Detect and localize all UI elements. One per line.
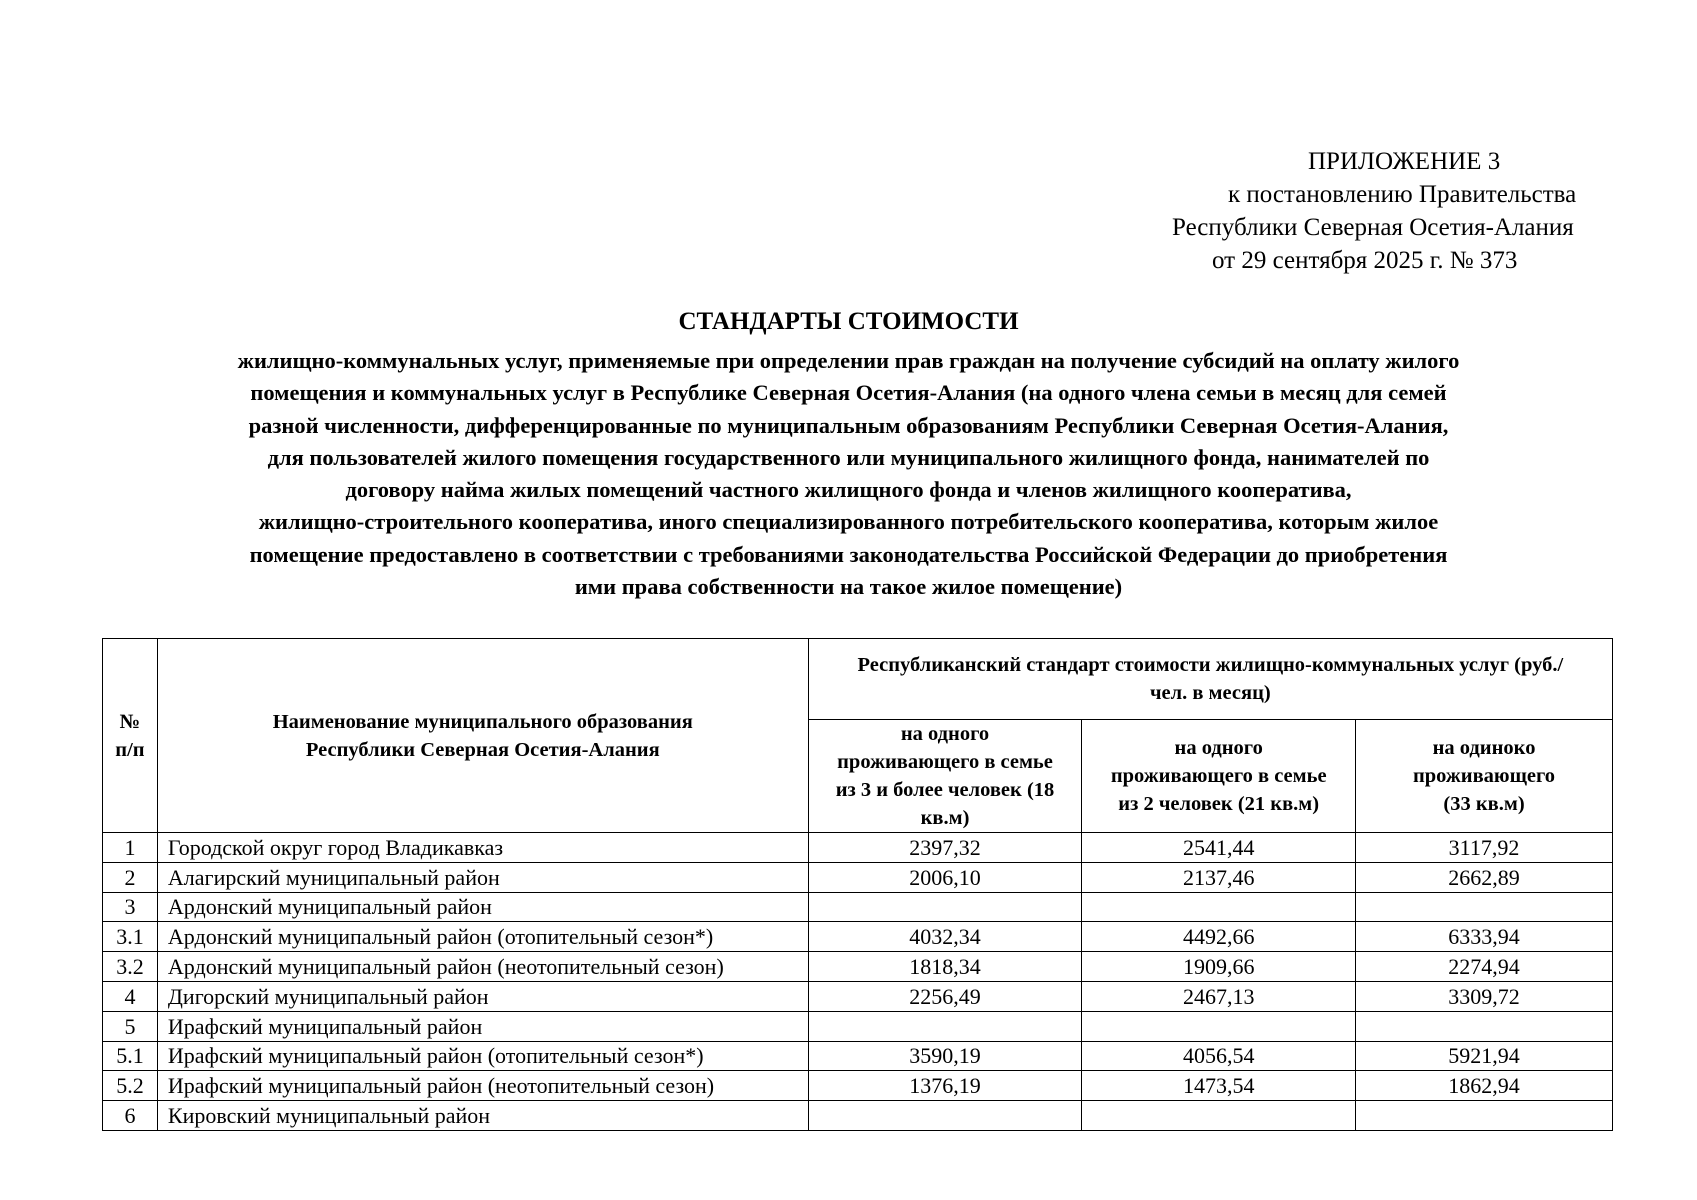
header-family-2: на одного проживающего в семье из 2 человек (21 кв.м)	[1082, 720, 1356, 833]
value-family-2: 4492,66	[1082, 922, 1356, 952]
subtitle-line: помещения и коммунальных услуг в Республике Северная Осетия-Алания (на одного члена семьи в месяц для семей	[250, 380, 1447, 406]
header-municipality: Наименование муниципального образования Республики Северная Осетия-Алания	[157, 639, 808, 833]
value-family-2	[1082, 1011, 1356, 1041]
value-family-3plus	[808, 1101, 1082, 1131]
table-row	[103, 1041, 1613, 1071]
row-municipality: Кировский муниципальный район	[157, 1101, 808, 1131]
value-family-2: 1909,66	[1082, 952, 1356, 982]
value-single: 3117,92	[1356, 833, 1613, 863]
row-municipality: Ардонский муниципальный район (отопительный сезон*)	[157, 922, 808, 952]
value-family-2: 4056,54	[1082, 1041, 1356, 1071]
value-family-3plus: 1376,19	[808, 1071, 1082, 1101]
table-row	[103, 1071, 1613, 1101]
value-family-3plus: 2256,49	[808, 981, 1082, 1011]
row-municipality: Ардонский муниципальный район (неотопительный сезон)	[157, 952, 808, 982]
value-family-3plus: 2397,32	[808, 833, 1082, 863]
document-title: СТАНДАРТЫ СТОИМОСТИ	[678, 308, 1019, 335]
row-municipality: Ардонский муниципальный район	[157, 892, 808, 922]
row-municipality: Алагирский муниципальный район	[157, 862, 808, 892]
value-single: 3309,72	[1356, 981, 1613, 1011]
value-single	[1356, 1011, 1613, 1041]
row-number: 3.2	[103, 952, 158, 982]
value-single	[1356, 892, 1613, 922]
cost-standards-table	[102, 638, 1613, 1131]
value-family-3plus: 3590,19	[808, 1041, 1082, 1071]
value-family-2	[1082, 892, 1356, 922]
row-number: 5	[103, 1011, 158, 1041]
value-single: 2662,89	[1356, 862, 1613, 892]
value-single: 5921,94	[1356, 1041, 1613, 1071]
value-family-2	[1082, 1101, 1356, 1131]
table-row	[103, 862, 1613, 892]
value-single: 1862,94	[1356, 1071, 1613, 1101]
appendix-line: к постановлению Правительства	[1228, 181, 1577, 208]
table-row	[103, 922, 1613, 952]
document-subtitle	[60, 345, 1637, 603]
value-family-2: 1473,54	[1082, 1071, 1356, 1101]
row-number: 3	[103, 892, 158, 922]
subtitle-line: жилищно-коммунальных услуг, применяемые при определении прав граждан на получение субсидий на оплату жилого	[237, 348, 1460, 373]
subtitle-line: для пользователей жилого помещения государственного или муниципального жилищного фонда, нанимателей по	[267, 444, 1430, 470]
table-row	[103, 1101, 1613, 1131]
subtitle-line: помещение предоставлено в соответствии с требованиями законодательства Российской Федерации до приобретения	[249, 541, 1448, 567]
row-number: 2	[103, 862, 158, 892]
subtitle-line: ими права собственности на такое жилое помещение)	[574, 574, 1123, 600]
row-municipality: Дигорский муниципальный район	[157, 981, 808, 1011]
value-family-3plus: 2006,10	[808, 862, 1082, 892]
table-row	[103, 981, 1613, 1011]
value-family-3plus	[808, 892, 1082, 922]
row-number: 4	[103, 981, 158, 1011]
subtitle-line: жилищно-строительного кооператива, иного специализированного потребительского кооператива, которым жилое	[258, 509, 1439, 535]
value-family-3plus: 1818,34	[808, 952, 1082, 982]
row-municipality: Городской округ город Владикавказ	[157, 833, 808, 863]
appendix-number: ПРИЛОЖЕНИЕ 3	[1308, 148, 1501, 175]
value-single	[1356, 1101, 1613, 1131]
row-number: 5.2	[103, 1071, 158, 1101]
table-row	[103, 833, 1613, 863]
row-number: 6	[103, 1101, 158, 1131]
value-family-3plus: 4032,34	[808, 922, 1082, 952]
header-single: на одиноко проживающего (33 кв.м)	[1356, 720, 1613, 833]
header-family-3plus: на одного проживающего в семье из 3 и более человек (18 кв.м)	[808, 720, 1082, 833]
value-family-2: 2541,44	[1082, 833, 1356, 863]
row-number: 5.1	[103, 1041, 158, 1071]
row-municipality: Ирафский муниципальный район (неотопительный сезон)	[157, 1071, 808, 1101]
subtitle-line: разной численности, дифференцированные по муниципальным образованиям Республики Северная Осетия-Алания,	[248, 412, 1449, 438]
appendix-line: Республики Северная Осетия-Алания	[1172, 214, 1574, 241]
header-group: Республиканский стандарт стоимости жилищно-коммунальных услуг (руб./чел. в месяц)	[808, 639, 1612, 720]
appendix-header	[1160, 145, 1640, 277]
row-number: 3.1	[103, 922, 158, 952]
value-family-3plus	[808, 1011, 1082, 1041]
table-row	[103, 952, 1613, 982]
table-row	[103, 892, 1613, 922]
value-family-2: 2467,13	[1082, 981, 1356, 1011]
row-number: 1	[103, 833, 158, 863]
value-single: 6333,94	[1356, 922, 1613, 952]
subtitle-line: договору найма жилых помещений частного жилищного фонда и членов жилищного кооператива,	[345, 477, 1352, 503]
appendix-date: от 29 сентября 2025 г. № 373	[1212, 247, 1518, 274]
row-municipality: Ирафский муниципальный район (отопительный сезон*)	[157, 1041, 808, 1071]
value-single: 2274,94	[1356, 952, 1613, 982]
row-municipality: Ирафский муниципальный район	[157, 1011, 808, 1041]
table-row	[103, 1011, 1613, 1041]
header-number: № п/п	[103, 639, 158, 833]
value-family-2: 2137,46	[1082, 862, 1356, 892]
